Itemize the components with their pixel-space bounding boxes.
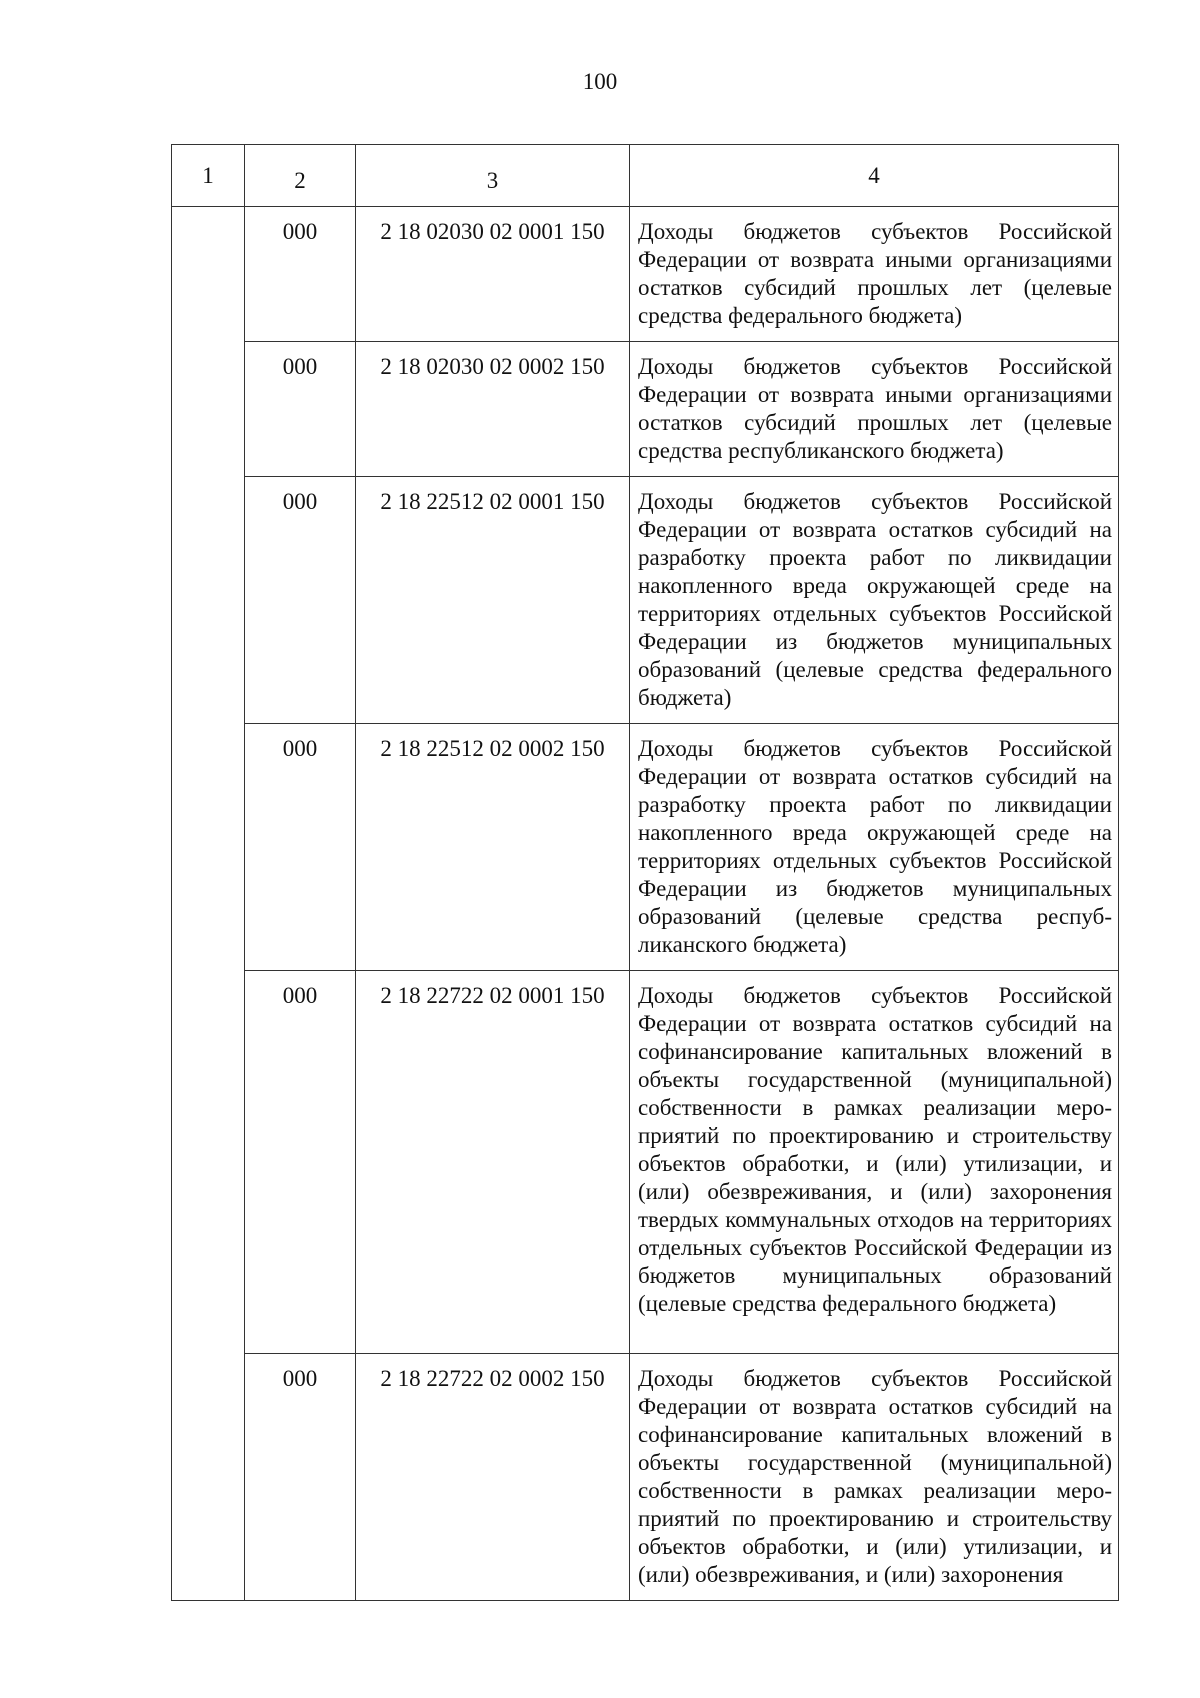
description-cell — [630, 207, 1119, 342]
admin-code: 000 — [282, 736, 318, 761]
admin-code: 000 — [282, 489, 318, 514]
column-header-3: 3 — [356, 145, 630, 207]
table-row — [172, 1354, 1119, 1601]
page-number: 100 — [582, 69, 618, 94]
column-header-4: 4 — [630, 145, 1119, 207]
bk-code: 2 18 22722 02 0001 150 — [380, 983, 605, 1008]
budget-codes-table — [171, 144, 1119, 1601]
admin-code-cell — [245, 477, 356, 724]
admin-code-cell — [245, 207, 356, 342]
bk-code-cell — [356, 477, 630, 724]
bk-code-cell — [356, 1354, 630, 1601]
admin-code-cell — [245, 1354, 356, 1601]
admin-code: 000 — [282, 219, 318, 244]
column-header-1: 1 — [172, 145, 245, 207]
bk-code: 2 18 02030 02 0001 150 — [380, 219, 605, 244]
table-row — [172, 477, 1119, 724]
column-header-2: 2 — [245, 145, 356, 207]
admin-code: 000 — [282, 354, 318, 379]
table-row — [172, 724, 1119, 971]
admin-code: 000 — [282, 1366, 318, 1391]
description: Доходы бюджетов субъектов Российской Федерации от возврата остатков субсидий на софинансирование капитальных вложений в объекты государственной (муниципальной) собственности в рамках реализации мероприятий по проектированию и строительству объектов обработки, и (или) утилизации, и (или) обезвреживания, и (или) захоронения — [638, 1366, 1112, 1587]
bk-code: 2 18 22512 02 0001 150 — [380, 489, 605, 514]
description-cell — [630, 342, 1119, 477]
bk-code-cell — [356, 971, 630, 1354]
bk-code-cell — [356, 207, 630, 342]
bk-code: 2 18 22512 02 0002 150 — [380, 736, 605, 761]
description-cell — [630, 1354, 1119, 1601]
description: Доходы бюджетов субъектов Российской Федерации от возврата иными организациями остатков субсидий прошлых лет (целевые средства республиканского бюджета) — [638, 354, 1112, 463]
bk-code-cell — [356, 342, 630, 477]
admin-code-cell — [245, 724, 356, 971]
description: Доходы бюджетов субъектов Российской Федерации от возврата остатков субсидий на софинансирование капитальных вложений в объекты государственной (муниципальной) собственности в рамках реализации мероприятий по проектированию и строительству объектов обработки, и (или) утилизации, и (или) обезвреживания, и (или) захоронения твердых коммунальных отходов на территориях отдельных субъектов Российской Федерации из бюджетов муниципальных образований (целевые средства федерального бюджета) — [638, 983, 1112, 1316]
description: Доходы бюджетов субъектов Российской Федерации от возврата иными организациями остатков субсидий прошлых лет (целевые средства федерального бюджета) — [638, 219, 1112, 328]
bk-code: 2 18 02030 02 0002 150 — [380, 354, 605, 379]
description-cell — [630, 477, 1119, 724]
bk-code: 2 18 22722 02 0002 150 — [380, 1366, 605, 1391]
bk-code-cell — [356, 724, 630, 971]
table-row — [172, 342, 1119, 477]
description: Доходы бюджетов субъектов Российской Федерации от возврата остатков субсидий на разработку проекта работ по ликвидации накопленного вреда окружающей среде на территориях отдельных субъектов Российской Федерации из бюджетов муниципальных образований (целевые средства республиканского бюджета) — [638, 736, 1112, 957]
merged-first-column-cell — [172, 207, 245, 1601]
description-cell — [630, 724, 1119, 971]
admin-code: 000 — [282, 983, 318, 1008]
table-row — [172, 207, 1119, 342]
admin-code-cell — [245, 971, 356, 1354]
table-header-row — [172, 145, 1119, 207]
admin-code-cell — [245, 342, 356, 477]
table-row — [172, 971, 1119, 1354]
description-cell — [630, 971, 1119, 1354]
description: Доходы бюджетов субъектов Российской Федерации от возврата остатков субсидий на разработку проекта работ по ликвидации накопленного вреда окружающей среде на территориях отдельных субъектов Российской Федерации из бюджетов муниципальных образований (целевые средства федерального бюджета) — [638, 489, 1112, 710]
